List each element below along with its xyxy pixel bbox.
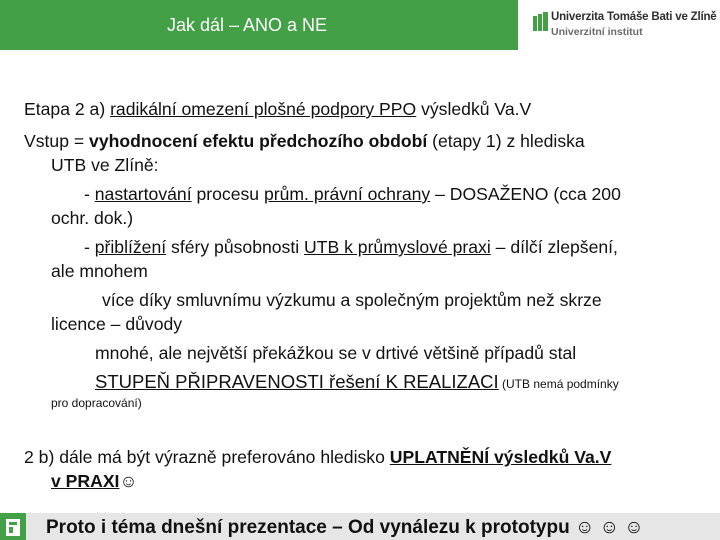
line-vstup: Vstup = vyhodnocení efektu předchozího období (etapy 1) z hlediska [24,131,585,151]
readiness-level-text: STUPEŇ PŘIPRAVENOSTI řešení K REALIZACI [95,371,499,392]
line-stupen: STUPEŇ PŘIPRAVENOSTI řešení K REALIZACI (UTB nemá podmínky [95,371,619,392]
line-smluvni-vyzkum: více díky smluvnímu výzkumu a společným projektům než skrze [102,290,602,310]
line-priblizeni: - přiblížení sféry působnosti UTB k průmyslové praxi – dílčí zlepšení, [84,237,618,257]
line-dopracovani: pro dopracování) [51,396,142,410]
slide-title: Jak dál – ANO a NE [166,15,328,35]
link-radical-limitation: radikální omezení plošné podpory PPO [110,99,417,119]
logo-university-name: Univerzita Tomáše Bati ve Zlíně [551,11,717,23]
line-ale-mnohem: ale mnohem [51,261,148,281]
line-ochr-dok: ochr. dok.) [51,208,134,228]
smiley-icon: ☺ [119,471,138,491]
line-nastartovani: - nastartování procesu prům. právní ochrany – DOSAŽENO (cca 200 [84,184,621,204]
footer-text: Proto i téma dnešní prezentace – Od vynálezu k prototypu ☺ ☺ ☺ [46,517,644,538]
line-utb: UTB ve Zlíně: [51,155,159,175]
line-etapa-2a: Etapa 2 a) radikální omezení plošné podpory PPO výsledků Va.V [24,99,532,119]
logo-institute-name: Univerzitní institut [551,26,643,38]
bold-evaluation: vyhodnocení efektu předchozího období [89,131,428,151]
bold-application-results: UPLATNĚNÍ výsledků Va.V [389,447,612,467]
line-v-praxi: v PRAXI☺ [51,471,138,491]
line-licence: licence – důvody [51,314,183,334]
line-prekazka: mnohé, ale největší překážkou se v drtivé většině případů stal [95,343,577,363]
line-etapa-2b: 2 b) dále má být výrazně preferováno hledisko UPLATNĚNÍ výsledků Va.V [24,447,612,467]
footer-logo-icon [0,513,26,540]
